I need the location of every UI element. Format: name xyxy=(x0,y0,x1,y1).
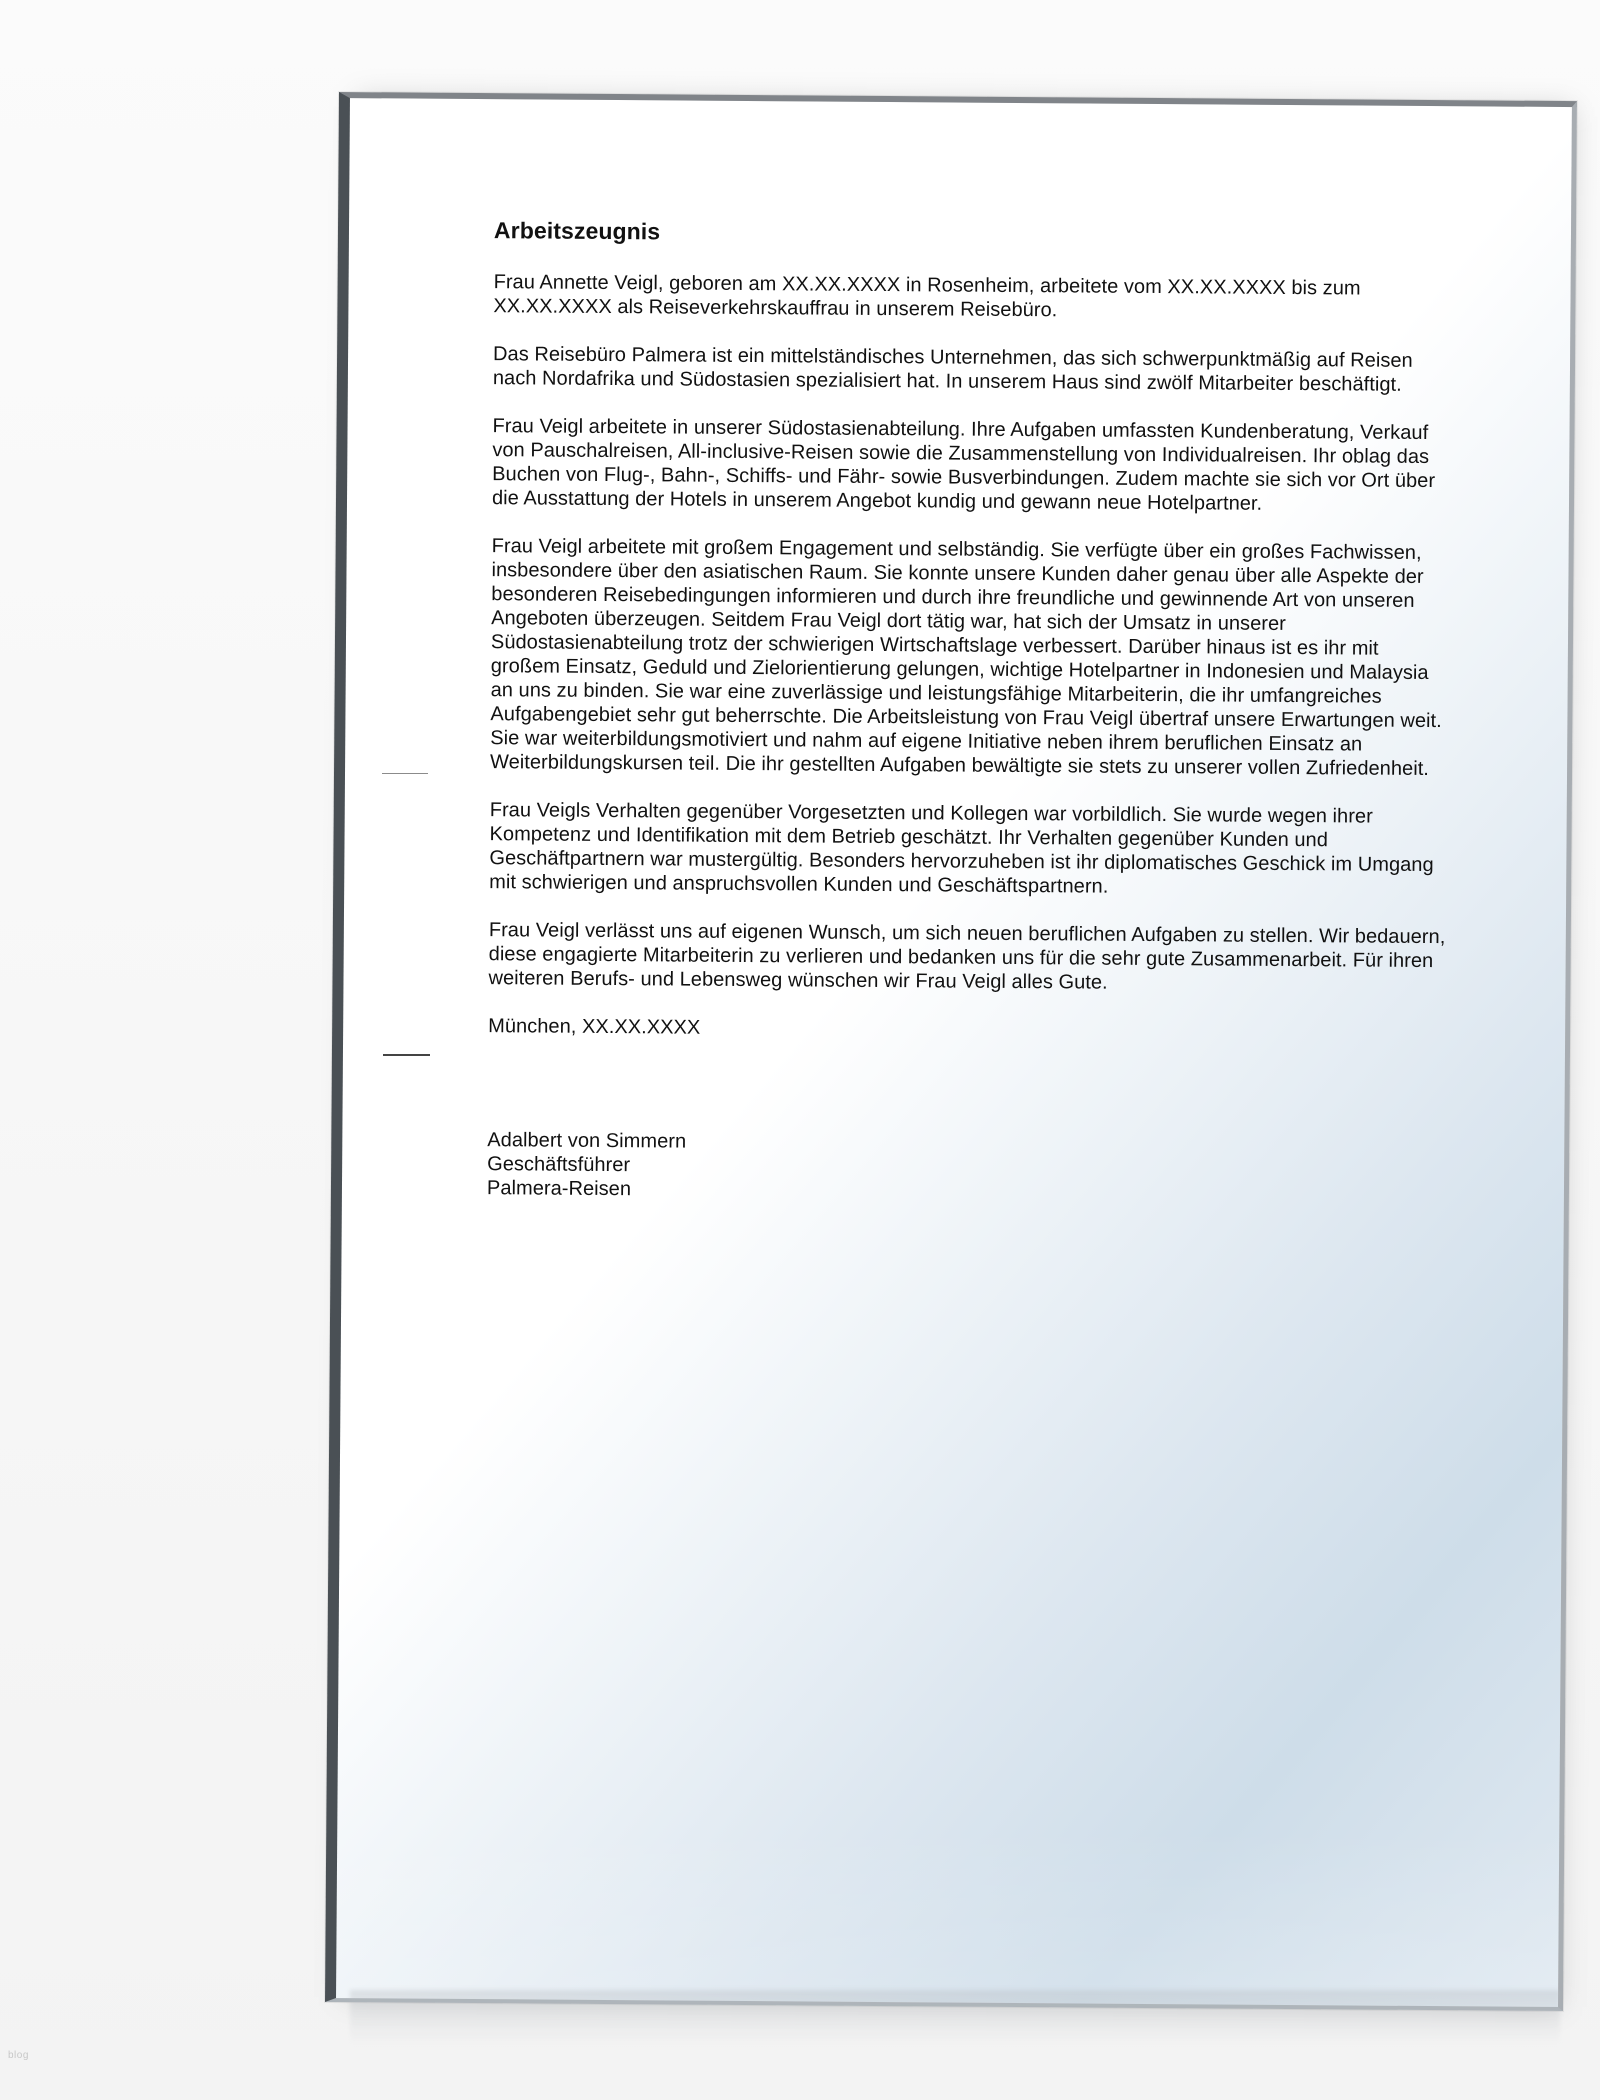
signature-role: Geschäftsführer xyxy=(487,1153,631,1177)
signature-company: Palmera-Reisen xyxy=(486,1177,632,1201)
paragraph-performance: Frau Veigl arbeitete mit großem Engagement und selbständig. Sie verfügte über ein großes Fachwissen, insbesondere über den asiatischen Raum. Sie konnte unsere Kunden daher genau über alle Aspekte der besonderen Reisebedingungen informieren und durch ihre freundliche und gewinnende Art von unseren Angeboten überzeugen. Seitdem Frau Veigl dort tätig war, hat sich der Umsatz in unserer Südostasienabteilung trotz der schwierigen Wirtschaftslage verbessert. Darüber hinaus ist es ihr mit großem Einsatz, Geduld und Zielorientierung gelungen, wichtige Hotelpartner in Indonesien und Malaysia an uns zu binden. Sie war eine zuverlässige und leistungsfähige Mitarbeiterin, die ihr umfangreiches Aufgabengebiet sehr gut beherrschte. Die Arbeitsleistung von Frau Veigl übertraf unsere Erwartungen weit. Sie war weiterbildungsmotiviert und nahm auf eigene Initiative neben ihrem beruflichen Einsatz an Weiterbildungskursen teil. Die ihr gestellten Aufgaben bewältigte sie stets zu unserer vollen Zufriedenheit. xyxy=(490,535,1442,781)
document-content xyxy=(487,217,1454,1207)
signature-name: Adalbert von Simmern xyxy=(487,1129,687,1153)
watermark-text: blog xyxy=(8,2050,29,2061)
paragraph-closing: Frau Veigl verlässt uns auf eigenen Wunsch, um sich neuen beruflichen Aufgaben zu stellen. Wir bedauern, diese engagierte Mitarbeiterin zu verlieren und bedanken uns für die sehr gute Zusammenarbeit. Für ihren weiteren Berufs- und Lebensweg wünschen wir Frau Veigl alles Gute. xyxy=(488,919,1446,994)
date-line: München, XX.XX.XXXX xyxy=(488,1015,701,1039)
fold-mark-upper xyxy=(382,773,428,774)
page-reflection xyxy=(350,1990,1560,2045)
signature-block xyxy=(487,1128,1448,1207)
document-page xyxy=(325,92,1577,2011)
paragraph-employment-dates: Frau Annette Veigl, geboren am XX.XX.XXXX in Rosenheim, arbeitete vom XX.XX.XXXX bis zum XX.XX.XXXX als Reiseverkehrskauffrau in unserem Reisebüro. xyxy=(493,271,1361,322)
paragraph-behavior: Frau Veigls Verhalten gegenüber Vorgesetzten und Kollegen war vorbildlich. Sie wurde wegen ihrer Kompetenz und Identifikation mit dem Betrieb geschätzt. Ihr Verhalten gegenüber Kunden und Geschäftpartnern war mustergültig. Besonders hervorzuheben ist ihr diplomatisches Geschick im Umgang mit schwierigen und anspruchsvollen Kunden und Geschäftspartnern. xyxy=(489,799,1434,898)
paragraph-duties: Frau Veigl arbeitete in unserer Südostasienabteilung. Ihre Aufgaben umfassten Kundenberatung, Verkauf von Pauschalreisen, All-inclusive-Reisen sowie die Zusammenstellung von Individualreisen. Ihr oblag das Buchen von Flug-, Bahn-, Schiffs- und Fähr- sowie Busverbindungen. Zudem machte sie sich vor Ort über die Ausstattung der Hotels in unserem Angebot kundig und gewann neue Hotelpartner. xyxy=(491,415,1436,515)
document-title: Arbeitszeugnis xyxy=(493,217,661,245)
paragraph-company-description: Das Reisebüro Palmera ist ein mittelständisches Unternehmen, das sich schwerpunktmäßig auf Reisen nach Nordafrika und Südostasien spezialisiert hat. In unserem Haus sind zwölf Mitarbeiter beschäftigt. xyxy=(492,343,1413,396)
fold-mark-lower xyxy=(383,1054,430,1056)
